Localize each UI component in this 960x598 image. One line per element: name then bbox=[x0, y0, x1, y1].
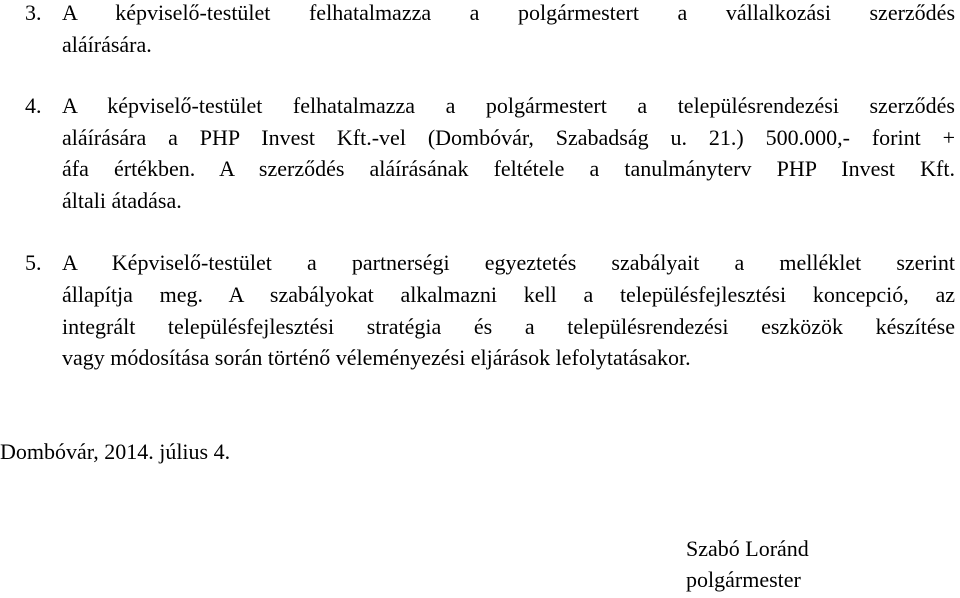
item-5-line-4: vagy módosítása során történő véleményezési eljárások lefolytatásakor. bbox=[62, 345, 691, 370]
signature-name: Szabó Loránd bbox=[686, 536, 809, 561]
place-date: Dombóvár, 2014. július 4. bbox=[0, 439, 231, 464]
item-4-line-4: általi átadása. bbox=[62, 188, 182, 213]
signature-title: polgármester bbox=[686, 567, 801, 592]
item-4-line-2: aláírására a PHP Invest Kft.-vel (Dombóvár, Szabadság u. 21.) 500.000,- forint + bbox=[62, 125, 955, 150]
item-5-line-2: állapítja meg. A szabályokat alkalmazni kell a településfejlesztési koncepció, az bbox=[62, 282, 955, 307]
item-4-line-1: A képviselő-testület felhatalmazza a polgármestert a településrendezési szerződés bbox=[62, 93, 955, 118]
item-4-number: 4. bbox=[25, 93, 42, 118]
item-5-line-3: integrált településfejlesztési stratégia és a településrendezési eszközök készítése bbox=[62, 314, 955, 339]
item-5-line-1: A Képviselő-testület a partnerségi egyeztetés szabályait a melléklet szerint bbox=[62, 250, 955, 275]
item-4-line-3: áfa értékben. A szerződés aláírásának feltétele a tanulmányterv PHP Invest Kft. bbox=[62, 156, 955, 181]
item-3-number: 3. bbox=[25, 0, 42, 25]
item-3-line-1: A képviselő-testület felhatalmazza a polgármestert a vállalkozási szerződés bbox=[62, 0, 955, 25]
item-3-line-2: aláírására. bbox=[62, 32, 152, 57]
item-5-number: 5. bbox=[25, 250, 42, 275]
